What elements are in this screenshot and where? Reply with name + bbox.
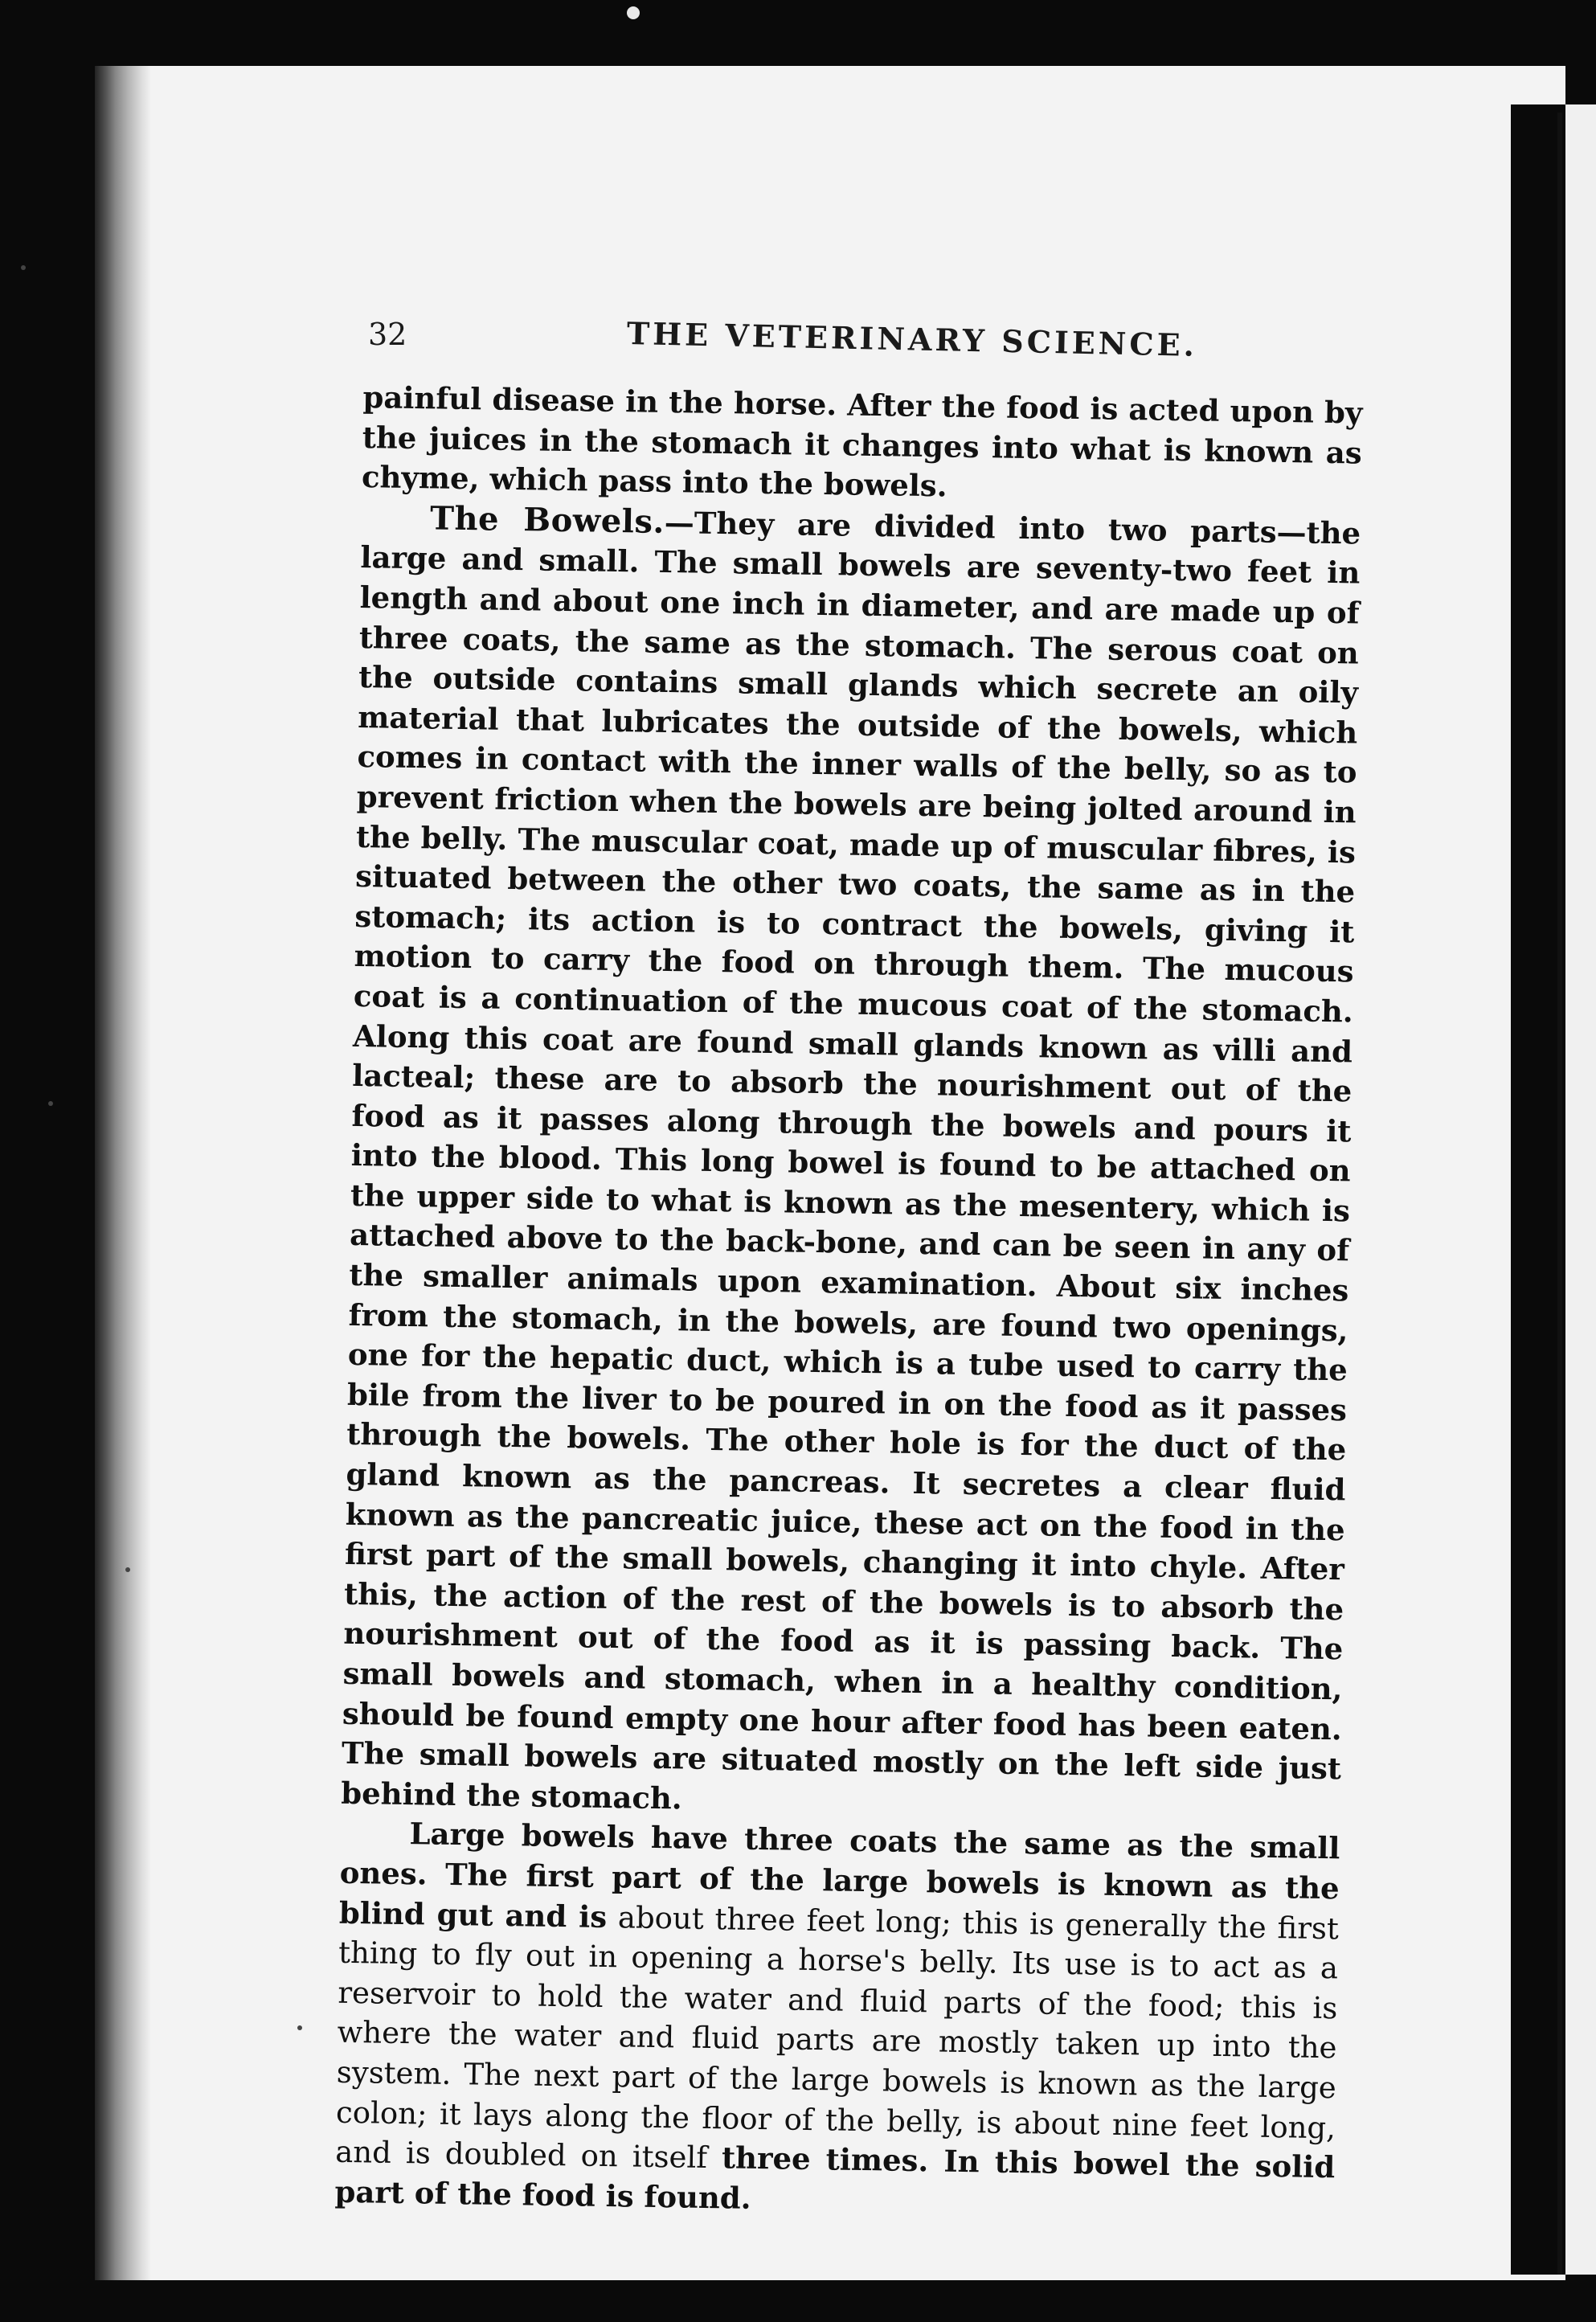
film-punch-hole <box>627 6 640 19</box>
paragraph-text-start: Large bowels have three coats the same as the small ones. The first part of the large bowels is known as the blind gut and is <box>338 1816 1340 1935</box>
page-number: 32 <box>368 317 407 352</box>
paragraph-bowels <box>341 498 1361 1829</box>
scan-speck <box>125 1567 130 1572</box>
body-text <box>334 378 1363 2216</box>
paragraph-text: —They are divided into two parts—the large and small. The small bowels are seventy-two feet in length and about one inch in diameter, and are made up of three coats, the same as the stomach. The serous coat on the outside contains small glands which secrete an oily material that lubricates the outside of the bowels, which comes in contact with the inner walls of the belly, so as to prevent friction when the bowels are being jolted around in the belly. The muscular coat, made up of muscular fibres, is situated between the other two coats, the same as in the stomach; its action is to contract the bowels, giving it motion to carry the food on through them. The mucous coat is a continuation of the mucous coat of the stomach. Along this coat are found small glands known as villi and lacteal; these are to absorb the nourishment out of the food as it passes along through the bowels and pours it into the blood. This long bowel is found to be attached on the upper side to what is known as the mesentery, which is attached above to the back-bone, and can be seen in any of the smaller animals upon examination. About six inches from the stomach, in the bowels, are found two openings, one for the hepatic duct, which is a tube used to carry the bile from the liver to be poured in on the food as it passes through the bowels. The other hole is for the duct of the gland known as the pancreas. It secretes a clear fluid known as the pancreatic juice, these act on the food in the first part of the small bowels, changing it into chyle. After this, the action of the rest of the bowels is to <box>343 504 1361 1624</box>
section-heading-bowels: The Bowels. <box>429 499 665 541</box>
page-header <box>368 315 1198 363</box>
paragraph-text-end: absorb the nourishment out of the food as it is passing back. The small bowels and stomach, when in a healthy condition, should be found empty one hour after food has been eaten. The small bowels are situated mostly on the left side just behind the stomach. <box>340 1588 1344 1816</box>
scan-speck <box>21 265 26 270</box>
paragraph-text: about three feet long; this is generally the first thing to fly out in opening a horse's belly. Its use is to act as a reservoir to hold the water and fluid parts of the food; this is where the water and fluid parts are mostly taken up into the system. The next part of the large bowels is known as the large colon; it lays along the floor of the belly, is about nine feet long, and is doubled on itself <box>334 1899 1340 2176</box>
scan-speck <box>297 2025 302 2030</box>
right-binding-rule <box>1557 113 1562 2275</box>
paragraph-large-bowels <box>334 1813 1340 2227</box>
paragraph-text: painful disease in the horse. After the food is acted upon by the juices in the stomach it changes into what is known as chyme, which pass into the bowels. <box>361 379 1363 504</box>
right-page-edge <box>1565 104 1596 2275</box>
paragraph-text-end: three times. In this bowel the solid part of the food is found. <box>334 2140 1336 2216</box>
paragraph-chyme <box>362 378 1363 513</box>
gutter-shadow <box>95 66 151 2280</box>
scan-speck <box>48 1101 53 1106</box>
running-head: THE VETERINARY SCIENCE. <box>626 315 1198 363</box>
